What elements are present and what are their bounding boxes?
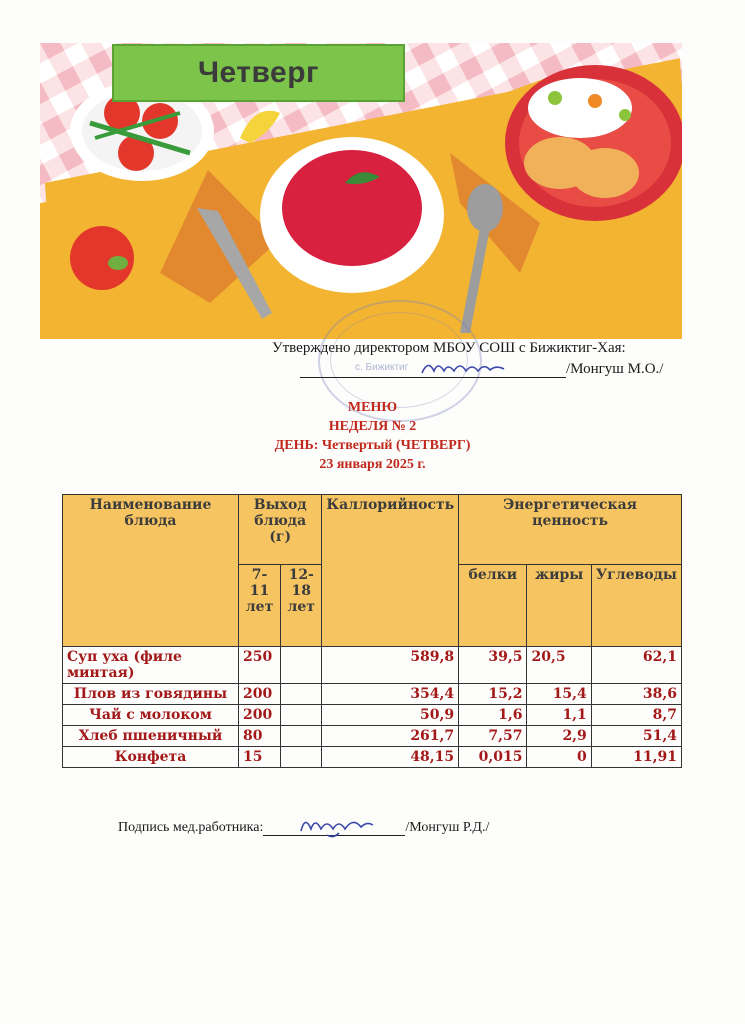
table-header-row <box>63 495 682 565</box>
output-7-11: 15 <box>239 747 281 768</box>
calories: 589,8 <box>322 647 459 684</box>
approval-signature-line <box>300 361 663 378</box>
header-energy-value: Энергетическая ценность <box>459 495 682 565</box>
director-signature <box>418 357 508 379</box>
stamp-text: с. Бижиктиг <box>355 362 409 373</box>
output-12-18 <box>281 726 322 747</box>
director-name: /Монгуш М.О./ <box>566 361 664 377</box>
calories: 261,7 <box>322 726 459 747</box>
carbs: 8,7 <box>591 705 681 726</box>
header-calories: Каллорийность <box>322 495 459 647</box>
date-heading: 23 января 2025 г. <box>319 457 426 472</box>
calories: 354,4 <box>322 684 459 705</box>
fat: 20,5 <box>527 647 591 684</box>
fat: 2,9 <box>527 726 591 747</box>
header-protein: белки <box>459 565 527 647</box>
header-age-7-11: 7-11 лет <box>239 565 281 647</box>
week-heading: НЕДЕЛЯ № 2 <box>328 419 417 434</box>
protein: 15,2 <box>459 684 527 705</box>
table-row <box>63 684 682 705</box>
director-signature-field <box>300 363 566 378</box>
fat: 0 <box>527 747 591 768</box>
calories: 48,15 <box>322 747 459 768</box>
dish-name: Хлеб пшеничный <box>63 726 239 747</box>
header-fat: жиры <box>527 565 591 647</box>
day-title: Четверг <box>197 56 320 89</box>
header-carbs: Углеводы <box>591 565 681 647</box>
output-7-11: 250 <box>239 647 281 684</box>
nurse-signature-line <box>118 820 489 836</box>
table-row <box>63 647 682 684</box>
header-age-12-18: 12-18 лет <box>281 565 322 647</box>
output-12-18 <box>281 647 322 684</box>
protein: 1,6 <box>459 705 527 726</box>
protein: 7,57 <box>459 726 527 747</box>
protein: 0,015 <box>459 747 527 768</box>
nurse-signature-field <box>263 821 405 836</box>
output-12-18 <box>281 747 322 768</box>
carbs: 51,4 <box>591 726 681 747</box>
carbs: 11,91 <box>591 747 681 768</box>
table-row <box>63 726 682 747</box>
menu-table <box>62 494 682 768</box>
nurse-signature <box>297 811 377 839</box>
dish-name: Плов из говядины <box>63 684 239 705</box>
table-row <box>63 705 682 726</box>
nurse-name: /Монгуш Р.Д./ <box>405 820 490 835</box>
output-12-18 <box>281 684 322 705</box>
header-output: Выход блюда (г) <box>239 495 322 565</box>
table-row <box>63 747 682 768</box>
fat: 15,4 <box>527 684 591 705</box>
dish-name: Суп уха (филе минтая) <box>63 647 239 684</box>
menu-heading: МЕНЮ <box>347 400 398 415</box>
carbs: 62,1 <box>591 647 681 684</box>
output-7-11: 200 <box>239 684 281 705</box>
output-12-18 <box>281 705 322 726</box>
calories: 50,9 <box>322 705 459 726</box>
header-dish-name: Наименование блюда <box>63 495 239 647</box>
approval-text: Утверждено директором МБОУ СОШ с Бижиктиг-Хая: <box>272 340 626 356</box>
output-7-11: 200 <box>239 705 281 726</box>
day-heading: ДЕНЬ: Четвертый (ЧЕТВЕРГ) <box>274 438 471 453</box>
fat: 1,1 <box>527 705 591 726</box>
dish-name: Чай с молоком <box>63 705 239 726</box>
protein: 39,5 <box>459 647 527 684</box>
output-7-11: 80 <box>239 726 281 747</box>
dish-name: Конфета <box>63 747 239 768</box>
nurse-label: Подпись мед.работника: <box>118 820 264 835</box>
carbs: 38,6 <box>591 684 681 705</box>
day-title-box <box>112 44 405 102</box>
menu-headings <box>0 398 745 474</box>
